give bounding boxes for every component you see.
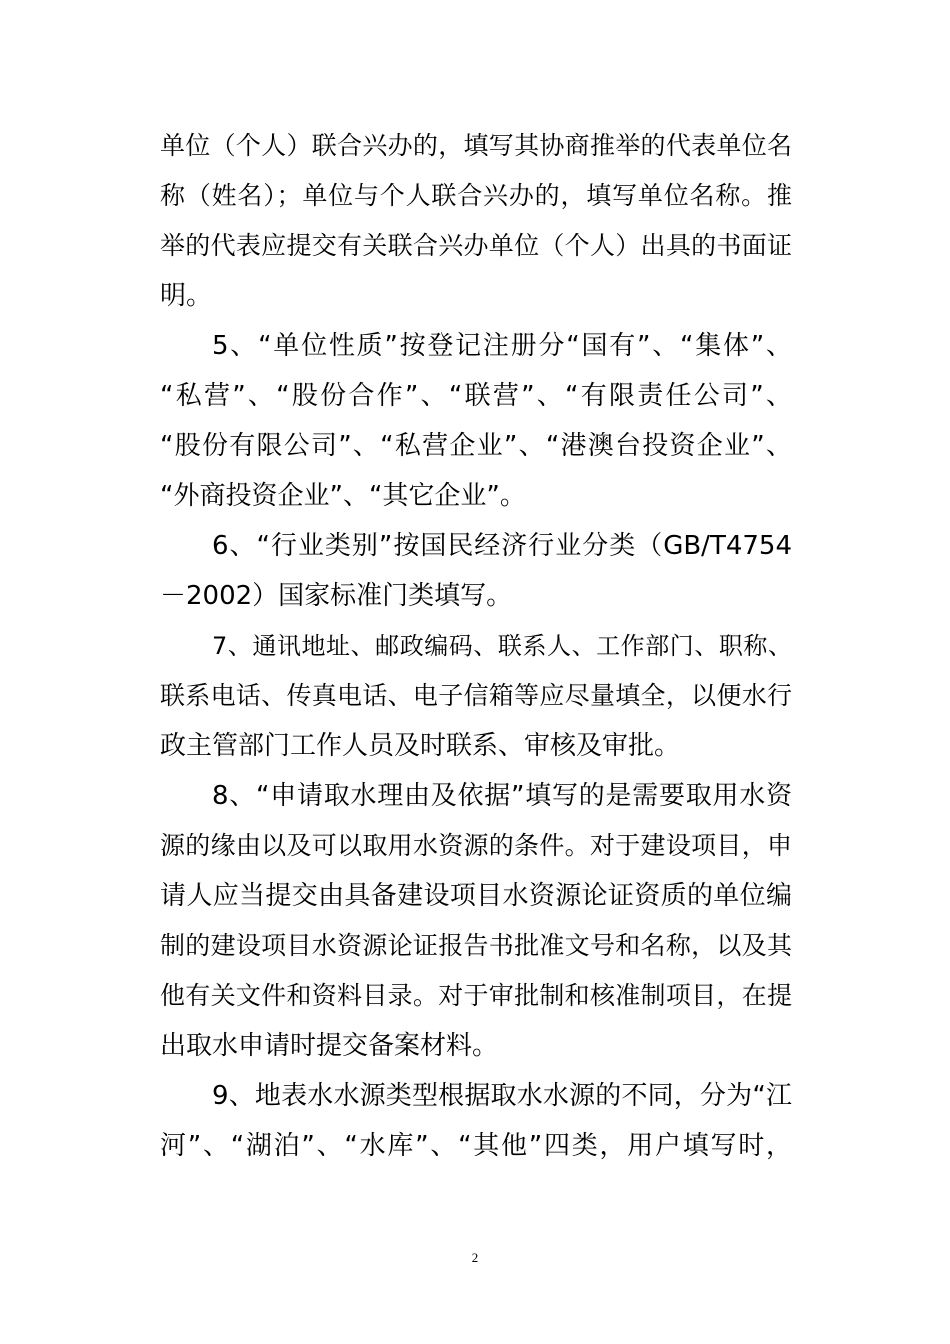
paragraph-line: 他有关文件和资料目录。对于审批制和核准制项目，在提 bbox=[160, 981, 792, 1010]
paragraph-line: 8、“申请取水理由及依据”填写的是需要取用水资 bbox=[212, 781, 792, 811]
paragraph-line: 7、通讯地址、邮政编码、联系人、工作部门、职称、 bbox=[212, 632, 792, 660]
paragraph-line: 称（姓名）；单位与个人联合兴办的，填写单位名称。推 bbox=[160, 181, 792, 210]
paragraph-line: “外商投资企业”、“其它企业”。 bbox=[160, 481, 526, 511]
paragraph-line: 源的缘由以及可以取用水资源的条件。对于建设项目，申 bbox=[160, 831, 792, 860]
page-number: 2 bbox=[471, 1250, 479, 1265]
paragraph-line: 联系电话、传真电话、电子信箱等应尽量填全，以便水行 bbox=[160, 681, 792, 710]
paragraph-line: 明。 bbox=[160, 281, 213, 311]
paragraph-line: “股份有限公司”、“私营企业”、“港澳台投资企业”、 bbox=[160, 431, 792, 461]
paragraph-line: 6、“行业类别”按国民经济行业分类（GB/T4754 bbox=[212, 531, 792, 561]
paragraph-line: 出取水申请时提交备案材料。 bbox=[160, 1031, 499, 1061]
paragraph-line: 制的建设项目水资源论证报告书批准文号和名称，以及其 bbox=[160, 931, 792, 960]
paragraph-line: －2002）国家标准门类填写。 bbox=[160, 581, 513, 611]
paragraph-line: 请人应当提交由具备建设项目水资源论证资质的单位编 bbox=[160, 881, 792, 911]
paragraph-line: “私营”、“股份合作”、“联营”、“有限责任公司”、 bbox=[160, 381, 792, 411]
paragraph-line: 举的代表应提交有关联合兴办单位（个人）出具的书面证 bbox=[160, 231, 792, 260]
paragraph-line: 单位（个人）联合兴办的，填写其协商推举的代表单位名 bbox=[160, 131, 792, 160]
paragraph-line: 河”、“湖泊”、“水库”、“其他”四类，用户填写时， bbox=[160, 1131, 792, 1161]
paragraph-line: 5、“单位性质”按登记注册分“国有”、“集体”、 bbox=[212, 331, 792, 361]
paragraph-line: 政主管部门工作人员及时联系、审核及审批。 bbox=[160, 731, 681, 761]
paragraph-line: 9、地表水水源类型根据取水水源的不同，分为“江 bbox=[212, 1081, 792, 1111]
